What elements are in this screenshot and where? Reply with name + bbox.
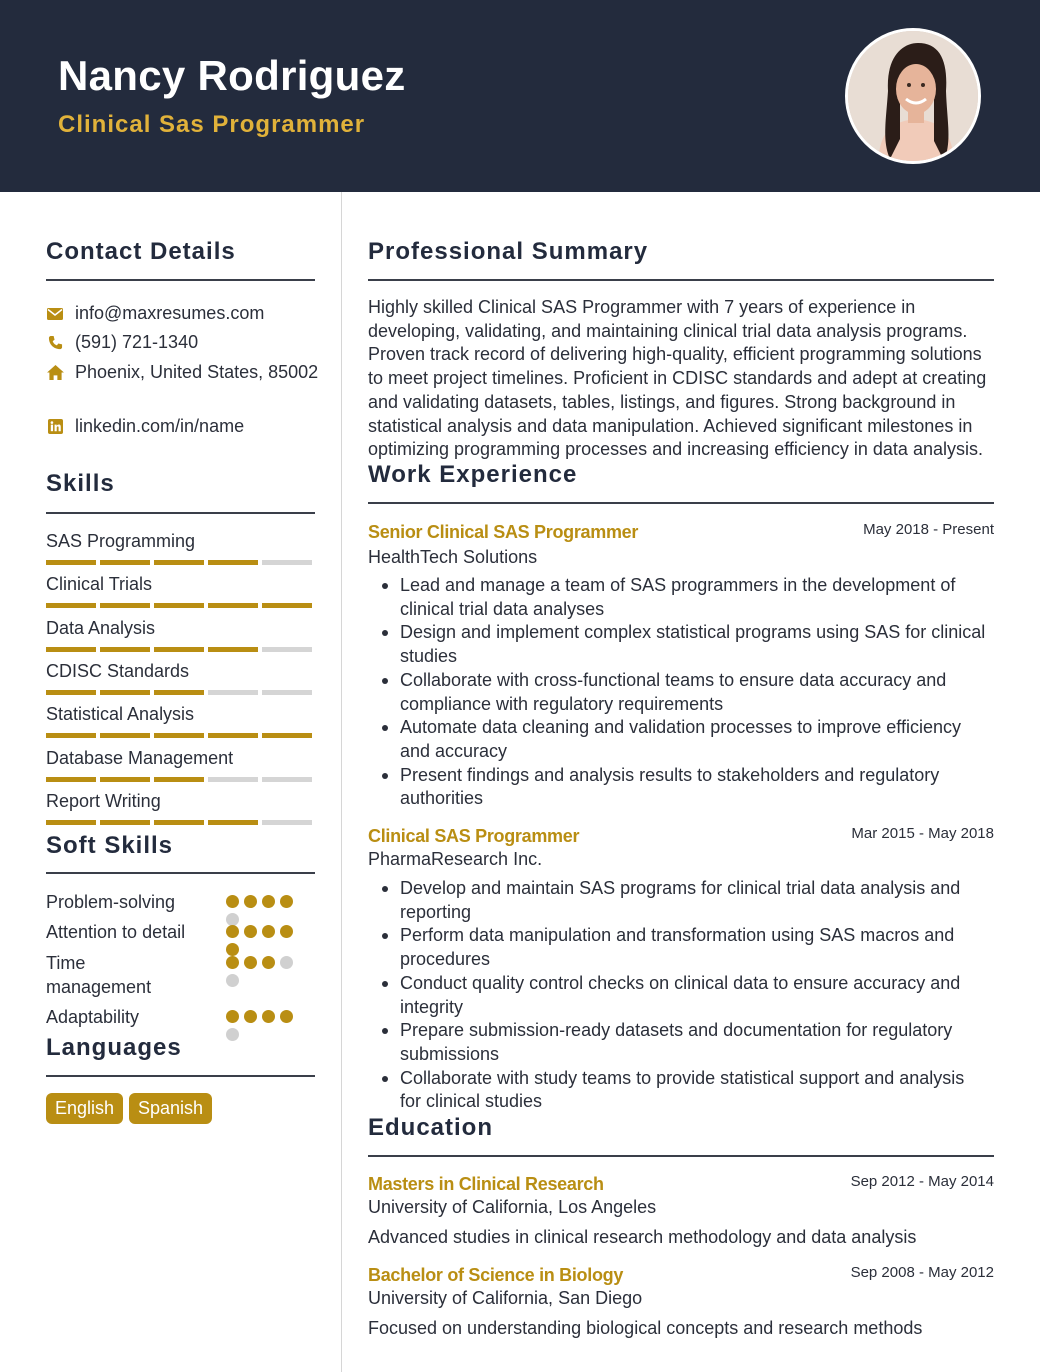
job-role: Senior Clinical SAS Programmer [368, 522, 639, 542]
degree-description: Advanced studies in clinical research methodology and data analysis [368, 1227, 917, 1247]
rating-dot [226, 895, 239, 908]
job-dates: Mar 2015 - May 2018 [851, 825, 994, 842]
rating-dot [244, 895, 257, 908]
rating-dot [280, 1010, 293, 1023]
summary-rule [368, 279, 994, 281]
skill-level-segment [100, 690, 150, 695]
language-badge: Spanish [129, 1093, 212, 1124]
skill-level-segment [262, 733, 312, 738]
rating-dot [226, 925, 239, 938]
skill-label: Statistical Analysis [46, 704, 195, 725]
skills-rule [46, 512, 315, 514]
skill-level-segment [262, 647, 312, 652]
skill-level-segment [262, 560, 312, 565]
job-bullets [368, 574, 988, 811]
candidate-name: Nancy Rodriguez [58, 52, 406, 99]
skill-level-segment [154, 560, 204, 565]
soft-skills-rule [46, 872, 315, 874]
experience-heading: Work Experience [368, 461, 578, 488]
job-bullet: Design and implement complex statistical programs using SAS for clinical studies [368, 621, 988, 668]
school-name: University of California, San Diego [368, 1288, 643, 1308]
rating-dot [226, 1028, 239, 1041]
skill-level-segment [100, 560, 150, 565]
rating-dot [244, 1010, 257, 1023]
skill-level-bar [46, 603, 312, 608]
skill-level-segment [208, 690, 258, 695]
rating-dot [262, 895, 275, 908]
education-heading: Education [368, 1114, 494, 1141]
skill-level-segment [208, 733, 258, 738]
candidate-title: Clinical Sas Programmer [58, 111, 366, 138]
skill-level-segment [154, 733, 204, 738]
job-bullet: Lead and manage a team of SAS programmers in the development of clinical trial data analyses [368, 574, 988, 621]
skill-level-bar [46, 733, 312, 738]
job-dates: May 2018 - Present [863, 521, 994, 538]
job-company: HealthTech Solutions [368, 547, 538, 567]
contact-address [46, 362, 318, 383]
rating-dot [280, 956, 293, 969]
profile-photo-illustration [848, 31, 981, 164]
skill-level-segment [154, 690, 204, 695]
skill-level-segment [208, 647, 258, 652]
rating-dot [226, 956, 239, 969]
job-bullets [368, 877, 988, 1114]
soft-skills-heading: Soft Skills [46, 832, 174, 859]
linkedin-icon [46, 418, 64, 436]
rating-dot [244, 925, 257, 938]
skill-level-segment [46, 647, 96, 652]
job-bullet: Conduct quality control checks on clinical data to ensure accuracy and integrity [368, 972, 988, 1019]
skill-level-bar [46, 647, 312, 652]
soft-skill-label: Adaptability [46, 1007, 140, 1027]
summary-heading: Professional Summary [368, 238, 649, 265]
job-bullet: Present findings and analysis results to stakeholders and regulatory authorities [368, 764, 988, 811]
skill-level-segment [154, 647, 204, 652]
rating-dot [262, 1010, 275, 1023]
column-divider [341, 192, 342, 1372]
skill-level-segment [208, 777, 258, 782]
summary-text: Highly skilled Clinical SAS Programmer with 7 years of experience in developing, validating, and maintaining clinical trial data analysis programs. Proven track record of delivering high-quality, efficient programming solutions to meet project timelines. Proficient in CDISC standards and adept at creating and validating datasets, tables, listings, and figures. Strong background in statistical analysis and data manipulation. Achieved significant milestones in optimizing programming processes and increasing efficiency in data analysis. [368, 297, 987, 460]
skill-level-segment [208, 820, 258, 825]
skill-level-segment [262, 777, 312, 782]
skill-level-bar [46, 560, 312, 565]
rating-dot [226, 943, 239, 956]
skill-level-segment [262, 820, 312, 825]
soft-skill-label: Attention to detail [46, 922, 186, 942]
skill-level-segment [100, 777, 150, 782]
school-name: University of California, Los Angeles [368, 1197, 657, 1217]
rating-dot [244, 956, 257, 969]
skill-level-bar [46, 777, 312, 782]
degree-title: Masters in Clinical Research [368, 1174, 604, 1194]
soft-skill-label: Time management [46, 953, 152, 997]
home-icon [46, 364, 64, 382]
skill-level-segment [46, 690, 96, 695]
job-bullet: Collaborate with study teams to provide statistical support and analysis for clinical studies [368, 1067, 988, 1114]
rating-dot [280, 925, 293, 938]
profile-photo [845, 28, 981, 164]
skill-level-segment [100, 733, 150, 738]
experience-rule [368, 502, 994, 504]
skill-level-segment [100, 647, 150, 652]
skill-level-segment [208, 560, 258, 565]
rating-dot [226, 974, 239, 987]
skill-level-segment [100, 820, 150, 825]
contact-email[interactable] [46, 303, 264, 324]
skill-level-segment [262, 603, 312, 608]
job-bullet: Automate data cleaning and validation processes to improve efficiency and accuracy [368, 716, 988, 763]
contact-linkedin-text: linkedin.com/in/name [75, 416, 245, 436]
skill-level-segment [154, 603, 204, 608]
skill-level-segment [154, 777, 204, 782]
contact-phone-text: (591) 721-1340 [75, 332, 199, 352]
skill-label: Report Writing [46, 790, 161, 811]
degree-title: Bachelor of Science in Biology [368, 1265, 624, 1285]
job-bullet: Collaborate with cross-functional teams to ensure data accuracy and compliance with regulatory requirements [368, 669, 988, 716]
skill-level-bar [46, 690, 312, 695]
contact-linkedin[interactable] [46, 416, 244, 437]
contact-phone[interactable] [46, 332, 198, 353]
skill-level-segment [46, 820, 96, 825]
skill-level-bar [46, 820, 312, 825]
skill-level-segment [262, 690, 312, 695]
skill-level-segment [154, 820, 204, 825]
skill-level-segment [208, 603, 258, 608]
skills-heading: Skills [46, 470, 115, 497]
skill-label: SAS Programming [46, 531, 196, 551]
soft-skill-label: Problem-solving [46, 892, 176, 912]
skill-level-segment [46, 560, 96, 565]
skill-label: Clinical Trials [46, 574, 153, 595]
skill-level-segment [46, 603, 96, 608]
contact-address-text: Phoenix, United States, 85002 [75, 362, 319, 382]
job-bullet: Develop and maintain SAS programs for clinical trial data analysis and reporting [368, 877, 988, 924]
contact-rule [46, 279, 315, 281]
languages-heading: Languages [46, 1034, 182, 1061]
skill-label: Database Management [46, 747, 234, 768]
job-bullet: Prepare submission-ready datasets and documentation for regulatory submissions [368, 1019, 988, 1066]
skill-level-segment [46, 777, 96, 782]
rating-dot [262, 925, 275, 938]
job-bullet: Perform data manipulation and transformation using SAS macros and procedures [368, 924, 988, 971]
rating-dot [280, 895, 293, 908]
contact-email-text: info@maxresumes.com [75, 303, 265, 323]
education-rule [368, 1155, 994, 1157]
degree-dates: Sep 2008 - May 2012 [850, 1264, 994, 1281]
job-company: PharmaResearch Inc. [368, 849, 543, 869]
resume-header [0, 0, 1040, 192]
rating-dot [262, 956, 275, 969]
phone-icon [46, 334, 64, 352]
envelope-icon [46, 305, 64, 323]
degree-description: Focused on understanding biological concepts and research methods [368, 1318, 923, 1338]
skill-level-segment [46, 733, 96, 738]
skill-label: Data Analysis [46, 617, 156, 638]
job-role: Clinical SAS Programmer [368, 826, 580, 846]
degree-dates: Sep 2012 - May 2014 [850, 1173, 994, 1190]
skill-level-segment [100, 603, 150, 608]
languages-rule [46, 1075, 315, 1077]
skill-label: CDISC Standards [46, 660, 190, 681]
rating-dot [226, 1010, 239, 1023]
language-badge: English [46, 1093, 123, 1124]
contact-heading: Contact Details [46, 238, 236, 265]
